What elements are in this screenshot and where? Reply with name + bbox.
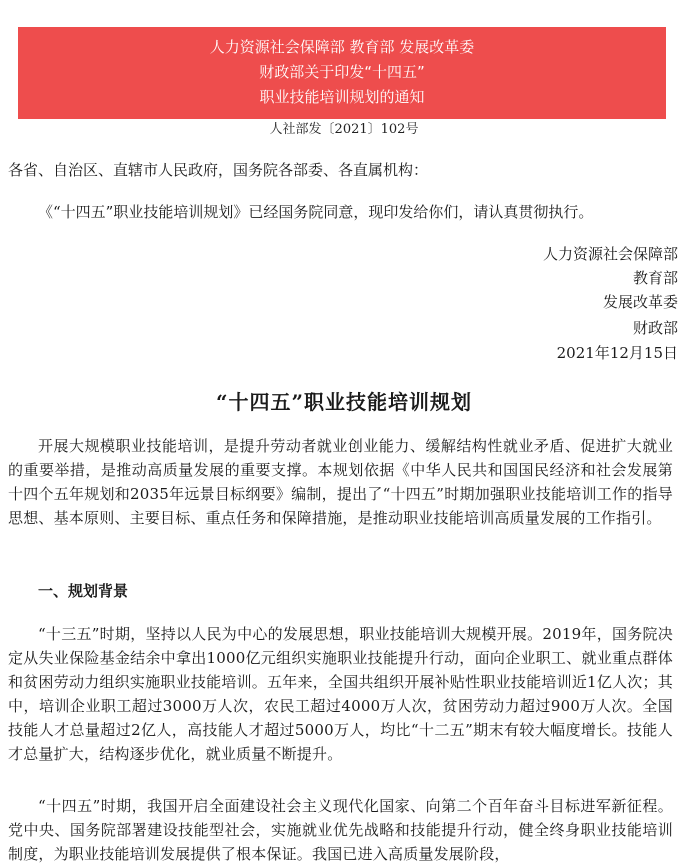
- document-number: 人社部发〔2021〕102号: [269, 122, 419, 137]
- notice-title-banner: [18, 27, 666, 119]
- section1-paragraph-1: “十三五”时期，坚持以人民为中心的发展思想，职业技能培训大规模开展。2019年，国务院决定从失业保险基金结余中拿出1000亿元组织实施职业技能提升行动，面向企业职工、就业重点群体和贫困劳动力组织实施职业技能培训。五年来，全国共组织开展补贴性职业技能培训近1亿人次；其中，培训企业职工超过3000万人次，农民工超过4000万人次，贫困劳动力超过900万人次。全国技能人才总量超过2亿人，高技能人才超过5000万人，均比“十二五”期末有较大幅度增长。技能人才总量扩大，结构逐步优化，就业质量不断提升。: [8, 625, 673, 763]
- signatory-mof: 财政部: [632, 319, 678, 337]
- plan-title: “十四五”职业技能培训规划: [215, 390, 472, 414]
- banner-title-line-1: 人力资源社会保障部 教育部 发展改革委: [209, 38, 475, 56]
- banner-title-line-2: 财政部关于印发“十四五”: [259, 63, 425, 81]
- signatory-moe: 教育部: [632, 269, 678, 287]
- issue-date: 2021年12月15日: [556, 344, 678, 362]
- salutation: 各省、自治区、直辖市人民政府，国务院各部委、各直属机构：: [8, 161, 429, 179]
- signatory-ndrc: 发展改革委: [602, 293, 678, 311]
- section-heading-background: 一、规划背景: [38, 582, 129, 600]
- notice-body: 《“十四五”职业技能培训规划》已经国务院同意，现印发给你们，请认真贯彻执行。: [38, 203, 594, 221]
- banner-title-line-3: 职业技能培训规划的通知: [259, 88, 425, 106]
- signatory-mohrss: 人力资源社会保障部: [542, 245, 678, 263]
- section1-paragraph-2: “十四五”时期，我国开启全面建设社会主义现代化国家、向第二个百年奋斗目标进军新征程。党中央、国务院部署建设技能型社会，实施就业优先战略和技能提升行动，健全终身职业技能培训制度，为职业技能培训发展提供了根本保证。我国已进入高质量发展阶段，: [8, 797, 673, 863]
- intro-paragraph: 开展大规模职业技能培训，是提升劳动者就业创业能力、缓解结构性就业矛盾、促进扩大就业的重要举措，是推动高质量发展的重要支撑。本规划依据《中华人民共和国国民经济和社会发展第十四个五年规划和2035年远景目标纲要》编制，提出了“十四五”时期加强职业技能培训工作的指导思想、基本原则、主要目标、重点任务和保障措施，是推动职业技能培训高质量发展的工作指引。: [8, 437, 673, 527]
